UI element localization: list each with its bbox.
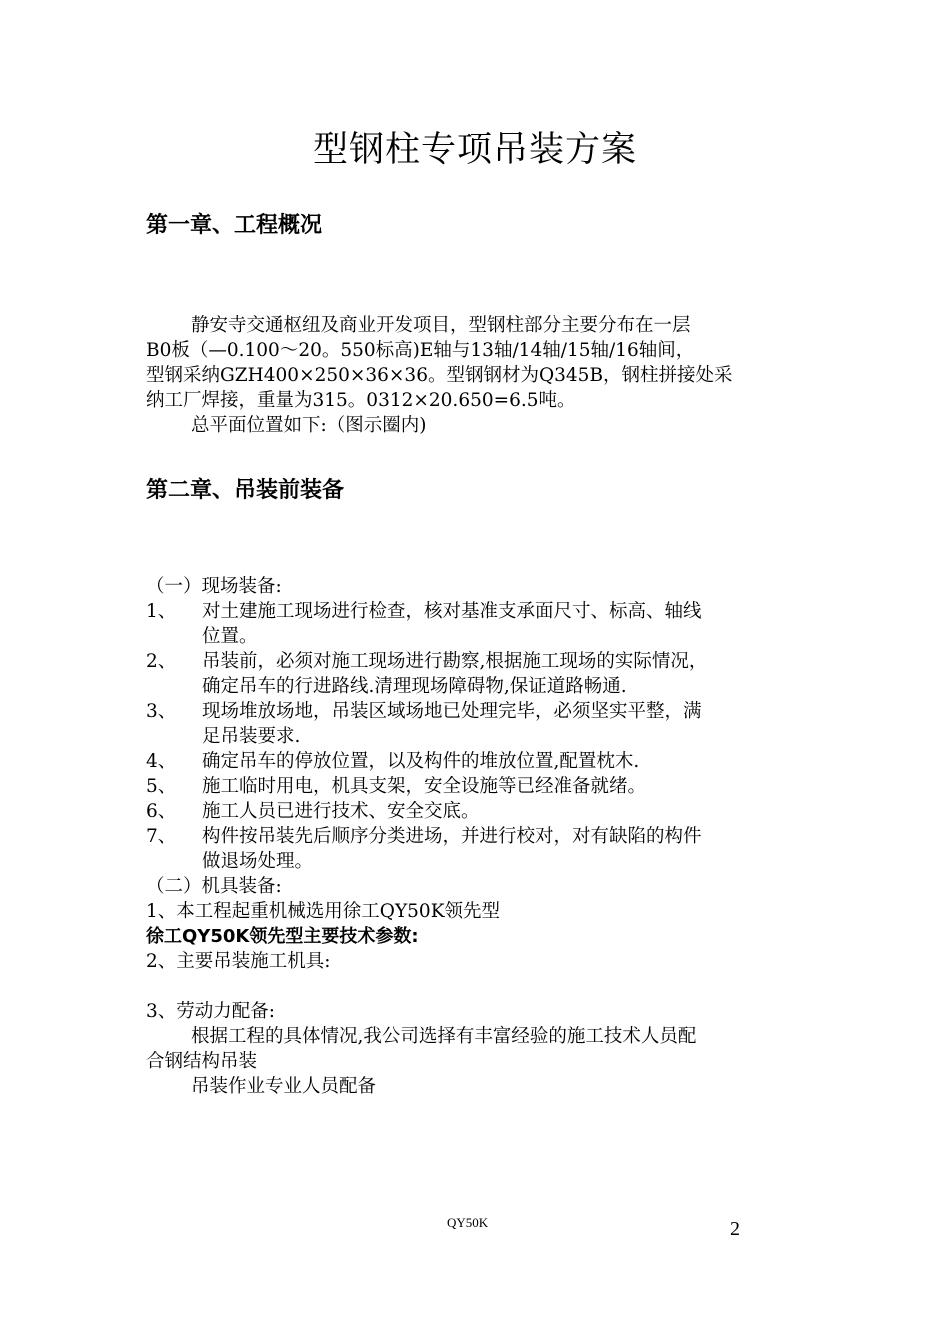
page-number: 2 (730, 1218, 740, 1240)
list-item-2-cont: 确定吊车的行进路线.清理现场障碍物,保证道路畅通. (202, 676, 627, 697)
labor-staff: 吊装作业专业人员配备 (191, 1076, 377, 1097)
labor-line: 根据工程的具体情况,我公司选择有丰富经验的施工技术人员配 (191, 1026, 697, 1047)
paragraph-line: B0板（—0.100～20。550标高)E轴与13轴/14轴/15轴/16轴间， (146, 340, 695, 361)
labor-heading: 3、劳动力配备: (146, 1001, 276, 1022)
layout-note: 总平面位置如下:（图示圈内) (191, 415, 427, 436)
list-item-5: 5、 施工临时用电，机具支架，安全设施等已经准备就绪。 (146, 776, 647, 797)
site-prep-heading: （一）现场装备: (146, 576, 282, 597)
paragraph-line: 型钢采纳GZH400×250×36×36。型钢钢材为Q345B，钢柱拼接处采 (146, 365, 733, 386)
document-title: 型钢柱专项吊装方案 (312, 130, 637, 170)
chapter-1-body (146, 313, 811, 438)
labor-line: 合钢结构吊装 (146, 1051, 258, 1072)
chapter-2-heading: 第二章、吊装前装备 (146, 478, 345, 503)
list-item-1-cont: 位置。 (202, 626, 258, 647)
list-item-6: 6、 施工人员已进行技术、安全交底。 (146, 801, 480, 822)
list-item-4: 4、 确定吊车的停放位置，以及构件的堆放位置,配置枕木. (146, 751, 640, 772)
chapter-1-heading: 第一章、工程概况 (146, 213, 323, 238)
list-item-7: 7、 构件按吊装先后顺序分类进场，并进行校对，对有缺陷的构件 (146, 826, 702, 847)
list-item-2: 2、 吊装前，必须对施工现场进行勘察,根据施工现场的实际情况， (146, 651, 708, 672)
list-item-3: 3、 现场堆放场地，吊装区域场地已处理完毕，必须坚实平整，满 (146, 701, 702, 722)
machinery-item-1: 1、本工程起重机械选用徐工QY50K领先型 (146, 901, 501, 922)
machinery-item-2: 2、主要吊装施工机具: (146, 951, 331, 972)
list-item-7-cont: 做退场处理。 (202, 851, 314, 872)
paragraph-line: 静安寺交通枢纽及商业开发项目，型钢柱部分主要分布在一层 (191, 315, 691, 336)
blank-line (146, 974, 811, 999)
chapter-2-body (146, 574, 811, 1099)
paragraph-line: 纳工厂焊接，重量为315。0312×20.650=6.5吨。 (146, 390, 576, 411)
list-item-1: 1、 对土建施工现场进行检查，核对基准支承面尺寸、标高、轴线 (146, 601, 702, 622)
machinery-heading: （二）机具装备: (146, 876, 282, 897)
machinery-params-heading: 徐工QY50K领先型主要技术参数: (146, 926, 419, 947)
footer-text: QY50K (447, 1215, 489, 1230)
list-item-3-cont: 足吊装要求. (202, 726, 301, 747)
